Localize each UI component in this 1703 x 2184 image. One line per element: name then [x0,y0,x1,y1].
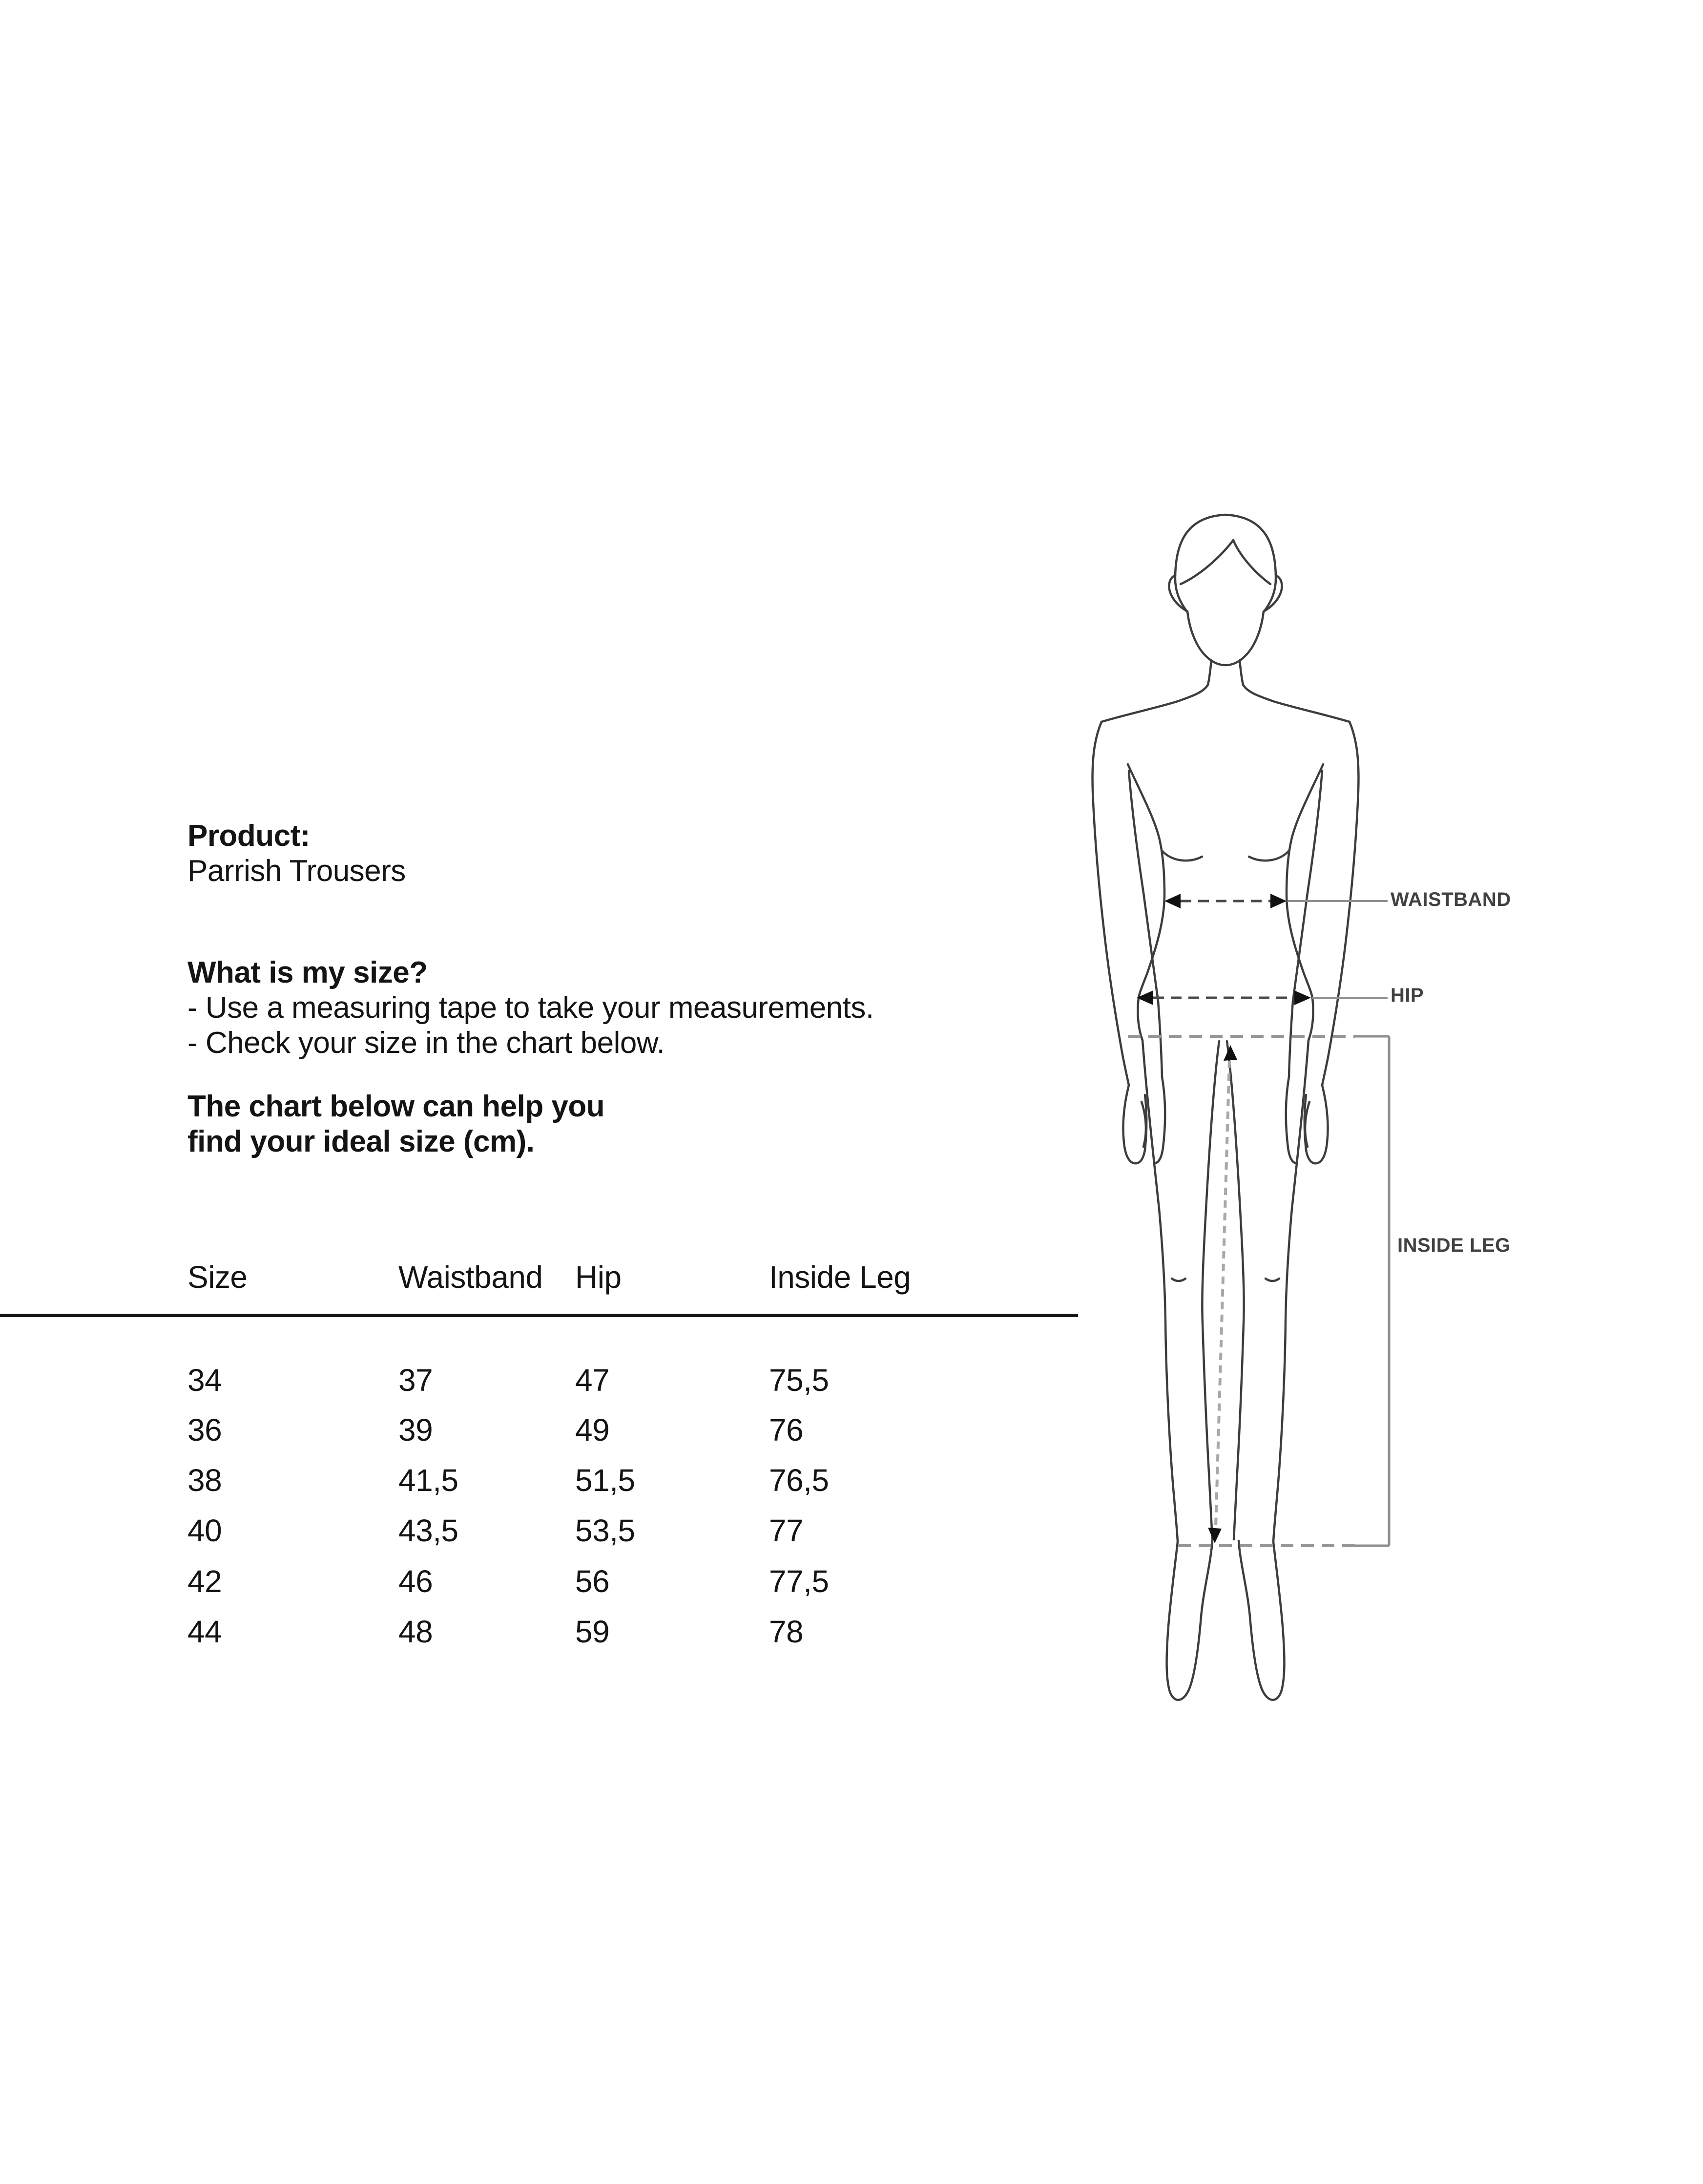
waistband-cell: 39 [398,1412,433,1448]
table-row [0,1512,1123,1552]
product-block [187,819,406,889]
hip-cell: 51,5 [575,1463,635,1498]
hip-cell: 59 [575,1614,610,1649]
inside-leg-bracket [1128,1036,1389,1546]
table-divider-rule [0,1314,1078,1317]
body-measurement-diagram [1050,488,1611,1739]
size-cell: 38 [187,1463,222,1498]
size-table-header [0,1259,1123,1298]
size-cell: 42 [187,1564,222,1599]
inside-leg-label: INSIDE LEG [1397,1235,1511,1256]
size-cell: 36 [187,1412,222,1448]
table-row [0,1362,1123,1401]
table-row [0,1614,1123,1653]
waistband-cell: 41,5 [398,1463,458,1498]
chart-note-line-1: The chart below can help you [187,1090,605,1123]
column-header-hip: Hip [575,1260,622,1295]
table-row [0,1462,1123,1501]
chart-note-line-2: find your ideal size (cm). [187,1125,535,1158]
hip-label: HIP [1391,985,1424,1006]
waistband-cell: 46 [398,1564,433,1599]
waistband-label: WAISTBAND [1391,889,1511,910]
size-cell: 44 [187,1614,222,1649]
inside-leg-cell: 78 [769,1614,804,1649]
waistband-cell: 43,5 [398,1513,458,1548]
inside-leg-cell: 76 [769,1412,804,1448]
inside-leg-cell: 77,5 [769,1564,829,1599]
waistband-measure-arrow [1164,894,1388,908]
hip-cell: 56 [575,1564,610,1599]
sizing-step-1: - Use a measuring tape to take your measurements. [187,991,874,1025]
sizing-help-block [187,955,874,1061]
product-label: Product: [187,819,310,853]
table-row [0,1412,1123,1451]
waistband-cell: 48 [398,1614,433,1649]
sizing-step-2: - Check your size in the chart below. [187,1026,665,1060]
table-row [0,1563,1123,1602]
product-name: Parrish Trousers [187,854,406,888]
chart-note-block [187,1089,604,1159]
figure-outline [1093,515,1359,1700]
inside-leg-cell: 76,5 [769,1463,829,1498]
column-header-size: Size [187,1260,248,1295]
column-header-waistband: Waistband [398,1260,543,1295]
size-cell: 34 [187,1363,222,1398]
hip-cell: 47 [575,1363,610,1398]
hip-cell: 53,5 [575,1513,635,1548]
column-header-inside-leg: Inside Leg [769,1260,911,1295]
inside-leg-cell: 75,5 [769,1363,829,1398]
sizing-heading: What is my size? [187,956,428,989]
inside-leg-cell: 77 [769,1513,804,1548]
hip-measure-arrow [1137,990,1388,1005]
size-cell: 40 [187,1513,222,1548]
waistband-cell: 37 [398,1363,433,1398]
hip-cell: 49 [575,1412,610,1448]
